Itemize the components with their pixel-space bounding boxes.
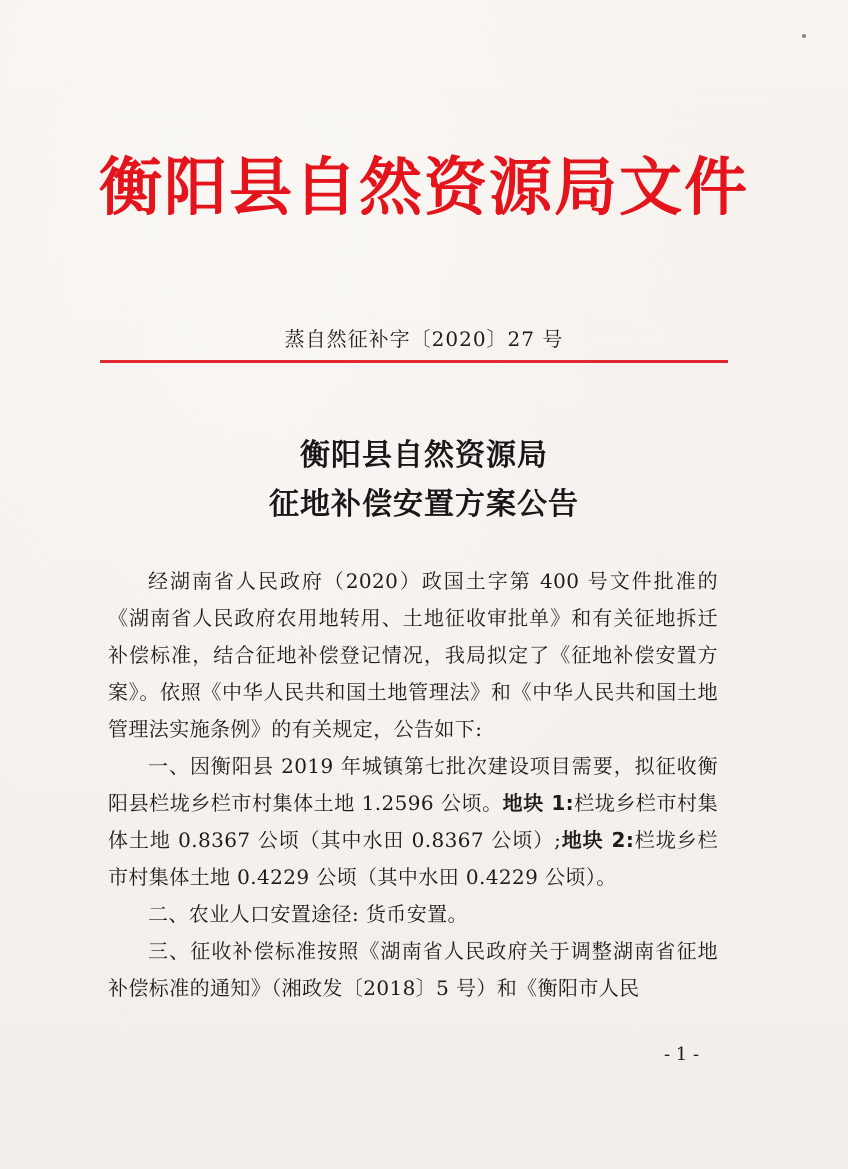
issuer-banner: 衡阳县自然资源局文件 — [99, 151, 749, 224]
notice-body — [108, 563, 718, 1007]
paragraph-item-1 — [108, 748, 718, 896]
paragraph-item-2: 二、农业人口安置途径: 货币安置。 — [148, 902, 468, 926]
parcel-2-label: 地块 2: — [561, 828, 635, 852]
paragraph-intro: 经湖南省人民政府（2020）政国土字第 400 号文件批准的《湖南省人民政府农用地转用、土地征收审批单》和有关征地拆迁补偿标准，结合征地补偿登记情况，我局拟定了《征地补偿安置方案》。依照《中华人民共和国土地管理法》和《中华人民共和国土地管理法实施条例》的有关规定，公告如下: — [108, 569, 718, 741]
notice-title-line1: 衡阳县自然资源局 — [300, 438, 548, 473]
red-divider-rule — [100, 360, 728, 363]
item1-text-c: 栏垅乡栏市村集体土地 0.4229 公顷（其中水田 0.4229 公顷）。 — [108, 828, 718, 889]
item1-text-b: 栏垅乡栏市村集体土地 0.8367 公顷（其中水田 0.8367 公顷）; — [108, 791, 718, 852]
paragraph-item-3: 三、征收补偿标准按照《湖南省人民政府关于调整湖南省征地补偿标准的通知》（湘政发〔2018〕5 号）和《衡阳市人民 — [108, 939, 718, 1000]
parcel-1-label: 地块 1: — [502, 791, 575, 815]
notice-title-line2: 征地补偿安置方案公告 — [269, 487, 579, 522]
page-number: - 1 - — [664, 1044, 700, 1065]
document-number: 蒸自然征补字〔2020〕27 号 — [284, 327, 564, 351]
scan-speck — [802, 34, 806, 38]
item1-text-a: 一、因衡阳县 2019 年城镇第七批次建设项目需要，拟征收衡阳县栏垅乡栏市村集体土地 1.2596 公顷。 — [108, 754, 718, 815]
